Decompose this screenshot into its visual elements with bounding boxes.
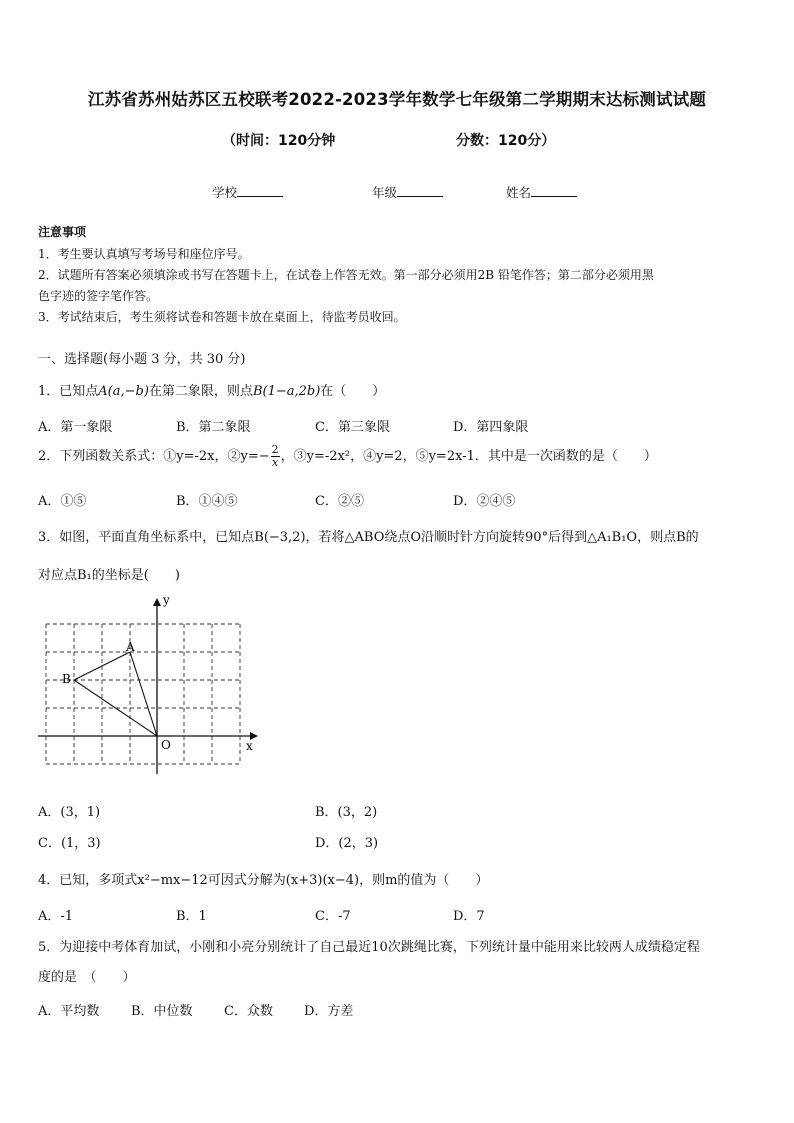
q3-option-c[interactable]: C．(1，3) xyxy=(38,836,101,851)
q1-text-b: 在第二象限，则点 xyxy=(148,384,253,399)
q5-option-a[interactable]: A．平均数 xyxy=(38,1004,100,1019)
name-blank[interactable] xyxy=(531,184,577,197)
q4-option-d[interactable]: D．7 xyxy=(453,909,485,924)
exam-title: 江苏省苏州姑苏区五校联考2022-2023学年数学七年级第二学期期末达标测试试题 xyxy=(87,90,707,109)
triangle-abo xyxy=(74,652,157,736)
q3-option-a[interactable]: A．(3，1) xyxy=(38,805,101,820)
q2-text-a: 2．下列函数关系式：①y=-2x，②y=− xyxy=(38,449,270,464)
q5-option-c[interactable]: C．众数 xyxy=(224,1004,273,1019)
q1-point-b: B(1−a,2b) xyxy=(252,384,321,399)
question-1 xyxy=(38,380,385,399)
time-label: （时间：120分钟 xyxy=(222,133,336,149)
q1-text-c: 在（ ） xyxy=(320,384,386,399)
question-2 xyxy=(38,444,657,469)
question-4: 4．已知，多项式x²−mx−12可因式分解为(x+3)(x−4)，则m的值为（ ） xyxy=(38,873,489,888)
label-x: x xyxy=(246,739,253,753)
question-3-line-1: 3．如图，平面直角坐标系中，已知点B(−3,2)，若将△ABO绕点O沿顺时针方向旋转90°后得到△A₁B₁O，则点B的 xyxy=(38,530,699,545)
q4-option-c[interactable]: C．-7 xyxy=(315,909,351,924)
fraction-numerator: 2 xyxy=(271,443,279,456)
fraction xyxy=(271,444,280,469)
q1-point-a: A(a,−b) xyxy=(98,384,149,399)
q2-option-c[interactable]: C．②⑤ xyxy=(315,494,364,509)
label-y: y xyxy=(163,593,170,607)
grade-blank[interactable] xyxy=(397,184,443,197)
q2-text-b: ，③y=-2x²，④y=2，⑤y=2x-1．其中是一次函数的是（ ） xyxy=(280,449,657,464)
q1-option-d[interactable]: D．第四象限 xyxy=(453,420,529,435)
question-5-line-2: 度的是 （ ） xyxy=(38,970,136,985)
score-label: 分数：120分） xyxy=(456,133,556,149)
q2-option-d[interactable]: D．②④⑤ xyxy=(453,494,516,509)
name-label: 姓名 xyxy=(506,185,532,200)
q3-option-d[interactable]: D．(2，3) xyxy=(315,836,379,851)
y-axis-arrow-icon xyxy=(153,598,161,606)
q1-text-a: 1．已知点 xyxy=(38,384,99,399)
q5-option-d[interactable]: D．方差 xyxy=(304,1004,354,1019)
q1-option-a[interactable]: A．第一象限 xyxy=(38,420,113,435)
question-3-line-2: 对应点B₁的坐标是( ) xyxy=(38,568,180,583)
grade-label: 年级 xyxy=(372,185,398,200)
note-item: 2．试题所有答案必须填涂或书写在答题卡上，在试卷上作答无效。第一部分必须用2B 铅笔作答；第二部分必须用黑 xyxy=(38,268,654,282)
fraction-denominator: x xyxy=(272,456,279,469)
label-o: O xyxy=(161,738,171,752)
notes-heading: 注意事项 xyxy=(38,225,87,239)
name-field xyxy=(506,183,577,201)
section-title: 一、选择题(每小题 3 分，共 30 分) xyxy=(38,352,246,367)
q1-option-b[interactable]: B．第二象限 xyxy=(176,420,251,435)
school-label: 学校 xyxy=(212,185,238,200)
school-blank[interactable] xyxy=(237,184,283,197)
label-b: B xyxy=(62,672,71,686)
note-item: 1．考生要认真填写考场号和座位序号。 xyxy=(38,247,250,261)
grade-field xyxy=(372,183,443,201)
label-a: A xyxy=(126,640,135,654)
q4-option-b[interactable]: B．1 xyxy=(176,909,207,924)
note-item: 3．考试结束后，考生须将试卷和答题卡放在桌面上，待监考员收回。 xyxy=(38,310,406,324)
q1-option-c[interactable]: C．第三象限 xyxy=(315,420,390,435)
q5-option-b[interactable]: B．中位数 xyxy=(131,1004,193,1019)
note-item: 色字迹的签字笔作答。 xyxy=(38,289,159,303)
q2-option-a[interactable]: A．①⑤ xyxy=(38,494,87,509)
q3-option-b[interactable]: B．(3，2) xyxy=(315,805,378,820)
q2-option-b[interactable]: B．①④⑤ xyxy=(176,494,238,509)
question-5-line-1: 5．为迎接中考体育加试，小刚和小亮分别统计了自己最近10次跳绳比赛，下列统计量中能用来比较两人成绩稳定程 xyxy=(38,940,700,955)
school-field xyxy=(212,183,283,201)
q4-option-a[interactable]: A．-1 xyxy=(38,909,74,924)
coordinate-grid-figure xyxy=(30,590,270,775)
